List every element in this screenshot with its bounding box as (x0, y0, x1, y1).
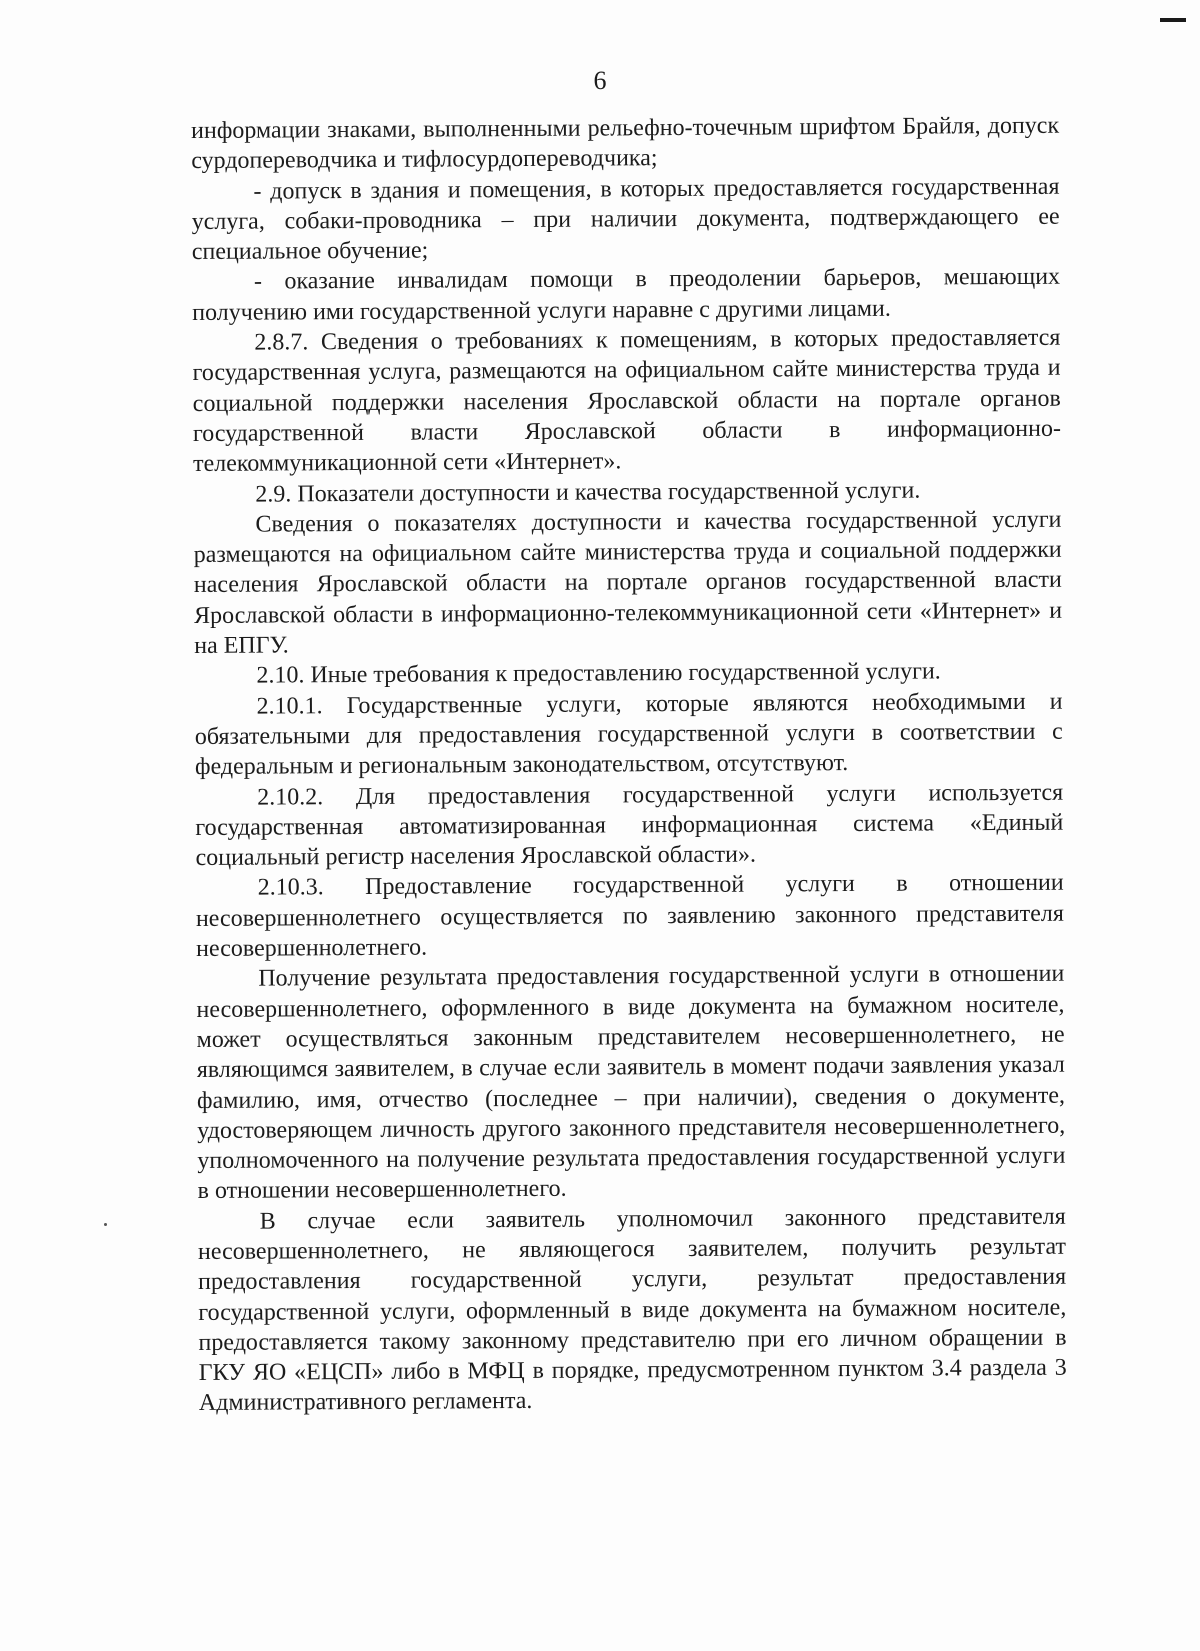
paragraph-2-10-heading: 2.10. Иные требования к предоставлению государственной услуги. (256, 658, 941, 689)
paragraph-guide-dog-access: - допуск в здания и помещения, в которых предоставляется государственная услуга, собаки-проводника – при наличии документа, подтверждающего ее специальное обучение; (191, 173, 1060, 266)
paragraph-braille-continuation: информации знаками, выполненными рельефно-точечным шрифтом Брайля, допуск сурдопереводчика и тифлосурдопереводчика; (191, 112, 1060, 175)
paragraph-2-10-1: 2.10.1. Государственные услуги, которые являются необходимыми и обязательными для предоставления государственной услуги в соответствии с федеральным и региональным законодательством, отсутствуют. (194, 688, 1063, 781)
paragraph-2-9-details: Сведения о показателях доступности и качества государственной услуги размещаются на официальном сайте министерства труда и социальной поддержки населения Ярославской области на портале органов государственной власти Ярославской области в информационно-телекоммуникационной сети «Интернет» и на ЕПГУ. (193, 506, 1063, 660)
paragraph-result-receipt: Получение результата предоставления государственной услуги в отношении несовершеннолетнего, оформленного в виде документа на бумажном носителе, может осуществляться законным представителем несовершеннолетнего, не являющимся заявителем, в случае если заявитель в момент подачи заявления указал фамилию, имя, отчество (последнее – при наличии), сведения о документе, удостоверяющем личность другого законного представителя несовершеннолетнего, уполномоченного на получение результата предоставления государственной услуги в отношении несовершеннолетнего. (196, 960, 1066, 1205)
paragraph-authorized-representative: В случае если заявитель уполномочил законного представителя несовершеннолетнего, не являющегося заявителем, получить результат предоставления государственной услуги, результат предоставления государственной услуги, оформленный в виде документа на бумажном носителе, предоставляется такому законному представителю при его личном обращении в ГКУ ЯО «ЕЦСП» либо в МФЦ в порядке, предусмотренном пунктом 3.4 раздела 3 Административного регламента. (197, 1203, 1067, 1417)
paragraph-2-8-7: 2.8.7. Сведения о требованиях к помещениям, в которых предоставляется государственная услуга, размещаются на официальном сайте министерства труда и социальной поддержки населения Ярославской области на портале органов государственной власти Ярославской области в информационно-телекоммуникационной сети «Интернет». (192, 324, 1062, 478)
paragraph-2-10-3: 2.10.3. Предоставление государственной услуги в отношении несовершеннолетнего осуществляется по заявлению законного представителя несовершеннолетнего. (195, 870, 1064, 962)
paragraph-2-9-heading: 2.9. Показатели доступности и качества государственной услуги. (255, 477, 921, 508)
document-body (191, 111, 1067, 1419)
scan-speck (104, 1223, 107, 1226)
paragraph-2-10-2: 2.10.2. Для предоставления государственной услуги используется государственная автоматизированная информационная система «Единый социальный регистр населения Ярославской области». (195, 779, 1064, 872)
scan-corner-mark (1160, 18, 1186, 22)
paragraph-assistance-barriers: - оказание инвалидам помощи в преодолении барьеров, мешающих получению ими государственной услуги наравне с другими лицами. (192, 264, 1061, 326)
page-number: 6 (593, 66, 607, 95)
